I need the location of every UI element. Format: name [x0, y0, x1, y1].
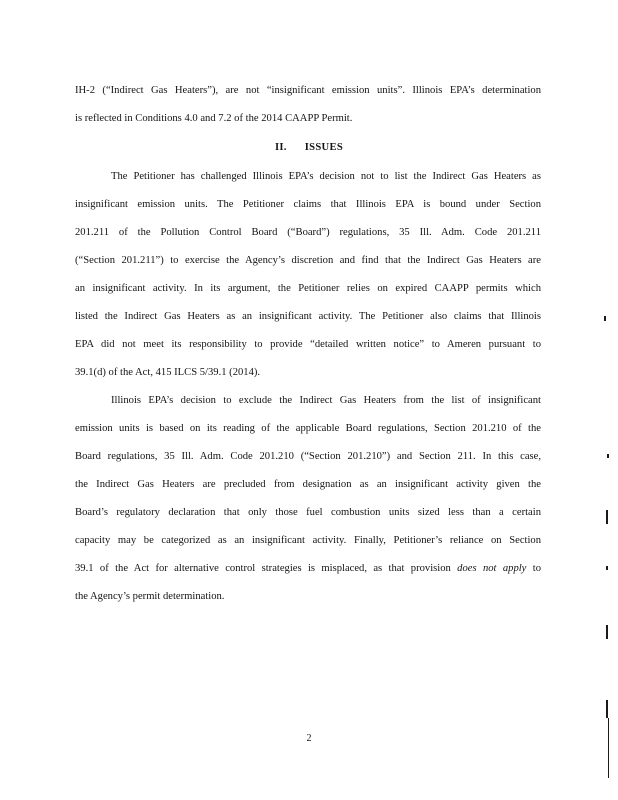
paragraph-1-line-3: 201.211 of the Pollution Control Board (“Board”) regulations, 35 Ill. Adm. Code 201.211 [75, 227, 541, 238]
paragraph-2-line-1: Illinois EPA’s decision to exclude the Indirect Gas Heaters from the list of insignificant [111, 395, 541, 406]
page-number: 2 [306, 733, 312, 744]
paragraph-1-line-6: listed the Indirect Gas Heaters as an insignificant activity. The Petitioner also claims that Illinois [75, 311, 541, 322]
section-number: II. [274, 142, 287, 153]
intro-line-1: IH-2 (“Indirect Gas Heaters”), are not “insignificant emission units”. Illinois EPA’s determination [75, 85, 541, 96]
scan-artifact-mark [606, 510, 608, 524]
paragraph-1-line-5: an insignificant activity. In its argument, the Petitioner relies on expired CAAPP permits which [75, 283, 541, 294]
scan-artifact-mark [608, 718, 609, 778]
paragraph-1-line-4: (“Section 201.211”) to exercise the Agency’s discretion and find that the Indirect Gas Heaters are [75, 255, 541, 266]
section-title: ISSUES [304, 142, 344, 153]
line-7-text-after: to [526, 563, 541, 574]
scan-artifact-mark [604, 316, 606, 321]
paragraph-2-line-2: emission units is based on its reading of the applicable Board regulations, Section 201.210 of the [75, 423, 541, 434]
scan-artifact-mark [606, 625, 608, 639]
paragraph-2-line-7 [75, 562, 541, 576]
section-heading [0, 142, 618, 153]
intro-line-2: is reflected in Conditions 4.0 and 7.2 of the 2014 CAAPP Permit. [75, 113, 353, 124]
paragraph-1-line-2: insignificant emission units. The Petitioner claims that Illinois EPA is bound under Section [75, 199, 541, 210]
scan-artifact-mark [607, 454, 609, 458]
emphasized-phrase: does not apply [457, 563, 527, 574]
paragraph-2-line-6: capacity may be categorized as an insignificant activity. Finally, Petitioner’s reliance on Section [75, 535, 541, 546]
paragraph-1-line-8: 39.1(d) of the Act, 415 ILCS 5/39.1 (2014). [75, 367, 261, 378]
line-7-text-before: 39.1 of the Act for alternative control strategies is misplaced, as that provision [75, 563, 458, 574]
paragraph-2-line-8: the Agency’s permit determination. [75, 591, 225, 602]
scan-artifact-mark [606, 700, 608, 718]
paragraph-2-line-5: Board’s regulatory declaration that only those fuel combustion units sized less than a certain [75, 507, 541, 518]
scan-artifact-mark [606, 566, 608, 570]
paragraph-1-line-7: EPA did not meet its responsibility to provide “detailed written notice” to Ameren pursuant to [75, 339, 541, 350]
paragraph-2-line-3: Board regulations, 35 Ill. Adm. Code 201.210 (“Section 201.210”) and Section 211. In this case, [75, 451, 541, 462]
paragraph-1-line-1: The Petitioner has challenged Illinois EPA’s decision not to list the Indirect Gas Heaters as [111, 171, 541, 182]
paragraph-2-line-4: the Indirect Gas Heaters are precluded from designation as an insignificant activity given the [75, 479, 541, 490]
